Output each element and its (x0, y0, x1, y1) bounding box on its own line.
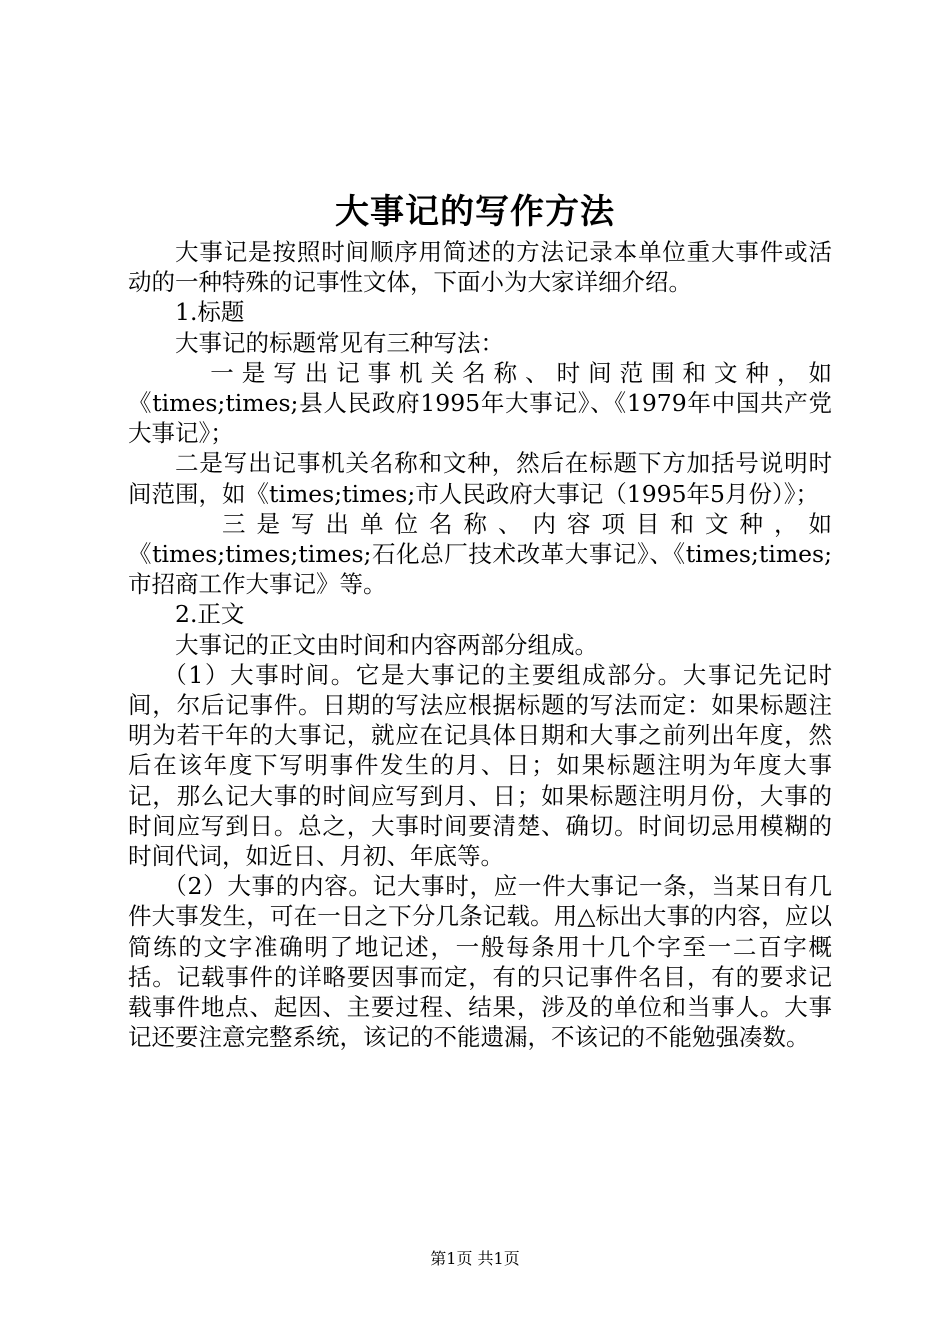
document-body (128, 237, 832, 1052)
paragraph-method-one: 一是写出记事机关名称、时间范围和文种，如《times;times;县人民政府1995年大事记》、《1979年中国共产党大事记》； (128, 358, 832, 448)
document-title: 大事记的写作方法 (335, 192, 615, 232)
paragraph-body-intro: 大事记的正文由时间和内容两部分组成。 (175, 630, 598, 659)
section-heading-body: 2.正文 (175, 600, 245, 629)
paragraph-event-content: （2）大事的内容。记大事时，应一件大事记一条，当某日有几件大事发生，可在一日之下分几条记载。用△标出大事的内容，应以简练的文字准确明了地记述，一般每条用十几个字至一二百字概括。记载事件的详略要因事而定，有的只记事件名目，有的要求记载事件地点、起因、主要过程、结果，涉及的单位和当事人。大事记还要注意完整系统，该记的不能遗漏，不该记的不能勉强凑数。 (128, 872, 832, 1052)
paragraph-method-three: 三是写出单位名称、内容项目和文种，如《times;times;times;石化总厂技术改革大事记》、《times;times;市招商工作大事记》等。 (128, 509, 832, 599)
paragraph-intro: 大事记是按照时间顺序用简述的方法记录本单位重大事件或活动的一种特殊的记事性文体，下面小为大家详细介绍。 (128, 238, 832, 297)
section-heading-title: 1.标题 (175, 298, 245, 327)
paragraph-method-two: 二是写出记事机关名称和文种，然后在标题下方加括号说明时间范围，如《times;times;市人民政府大事记（1995年5月份）》； (128, 449, 832, 508)
paragraph-title-methods: 大事记的标题常见有三种写法： (175, 328, 504, 357)
paragraph-event-time: （1）大事时间。它是大事记的主要组成部分。大事记先记时间，尔后记事件。日期的写法应根据标题的写法而定：如果标题注明为若干年的大事记，就应在记具体日期和大事之前列出年度，然后在该年度下写明事件发生的月、日；如果标题注明为年度大事记，那么记大事的时间应写到月、日；如果标题注明月份，大事的时间应写到日。总之，大事时间要清楚、确切。时间切忌用模糊的时间代词，如近日、月初、年底等。 (128, 660, 832, 871)
page-footer: 第1页 共1页 (430, 1249, 520, 1268)
